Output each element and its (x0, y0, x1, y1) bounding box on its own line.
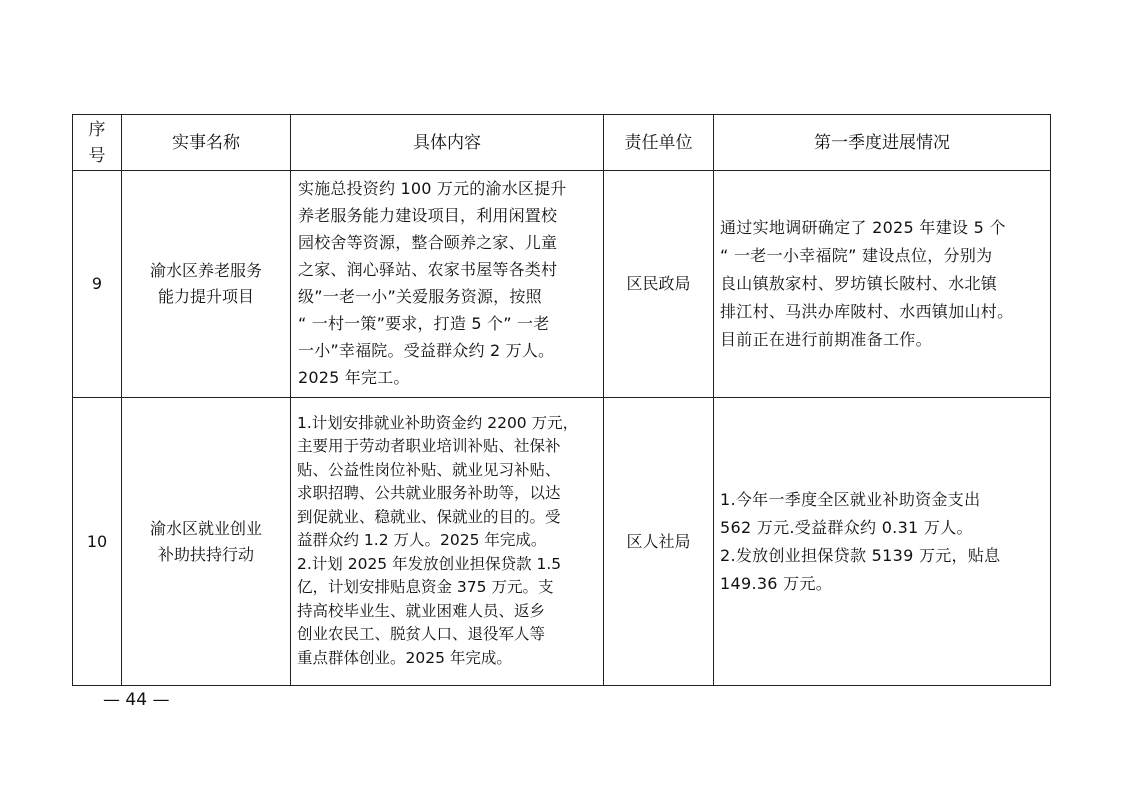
name-line: 能力提升项目 (157, 287, 254, 306)
progress-line: 目前正在进行前期准备工作。 (720, 330, 932, 349)
name-line: 渝水区就业创业 (149, 518, 262, 538)
content-line: 贴、公益性岗位补贴、就业见习补贴、 (297, 460, 561, 479)
progress-line: 1.今年一季度全区就业补助资金支出 (720, 489, 981, 509)
header-content: 具体内容 (291, 115, 604, 171)
page-number: — 44 — (103, 690, 170, 710)
row-responsible-unit: 区民政局 (604, 171, 714, 398)
content-line: 创业农民工、脱贫人口、退役军人等 (297, 625, 546, 644)
content-line: 之家、润心驿站、农家书屋等各类村 (298, 260, 558, 279)
content-line: 2025 年完工。 (298, 368, 410, 387)
progress-line: 2.发放创业担保贷款 5139 万元，贴息 (720, 545, 1001, 565)
content-line: 实施总投资约 100 万元的渝水区提升 (298, 179, 567, 198)
content-line: 重点群体创业。2025 年完成。 (297, 648, 512, 667)
content-line: 求职招聘、公共就业服务补助等，以达 (297, 484, 561, 503)
progress-line: 通过实地调研确定了 2025 年建设 5 个 (720, 218, 1006, 237)
content-line: 一小”幸福院。受益群众约 2 万人。 (298, 341, 555, 360)
progress-line: 排江村、马洪办库陂村、水西镇加山村。 (720, 302, 1014, 321)
progress-line: 562 万元.受益群众约 0.31 万人。 (720, 517, 973, 537)
name-line: 渝水区养老服务 (149, 261, 262, 280)
row-project-name (122, 171, 291, 398)
livelihood-projects-table (72, 114, 1051, 686)
content-line: 持高校毕业生、就业困难人员、返乡 (297, 601, 546, 620)
content-line: “ 一村一策”要求，打造 5 个” 一老 (298, 314, 550, 333)
row-seq: 10 (73, 398, 122, 686)
header-unit: 责任单位 (604, 115, 714, 171)
header-seq (73, 115, 122, 171)
content-line: 主要用于劳动者职业培训补贴、社保补 (297, 437, 561, 456)
progress-line: 良山镇敖家村、罗坊镇长陂村、水北镇 (720, 274, 998, 293)
row-progress (714, 398, 1051, 686)
content-line: 到促就业、稳就业、保就业的目的。受 (297, 507, 561, 526)
row-project-name (122, 398, 291, 686)
name-line: 补助扶持行动 (157, 544, 254, 564)
header-name: 实事名称 (122, 115, 291, 171)
row-content (291, 398, 604, 686)
content-line: 园校舍等资源，整合颐养之家、儿童 (298, 233, 558, 252)
row-progress (714, 171, 1051, 398)
header-seq-line: 号 (88, 145, 106, 166)
table-header-row (73, 115, 1051, 171)
content-line: 养老服务能力建设项目，利用闲置校 (298, 206, 558, 225)
header-seq-line: 序 (88, 119, 106, 140)
row-seq: 9 (73, 171, 122, 398)
content-line: 益群众约 1.2 万人。2025 年完成。 (297, 531, 547, 550)
content-line: 2.计划 2025 年发放创业担保贷款 1.5 (297, 554, 562, 573)
content-line: 1.计划安排就业补助资金约 2200 万元， (297, 413, 579, 432)
row-content (291, 171, 604, 398)
progress-line: 149.36 万元。 (720, 573, 833, 593)
progress-line: “ 一老一小幸福院” 建设点位，分别为 (720, 246, 993, 265)
table-row (73, 398, 1051, 686)
table-row (73, 171, 1051, 398)
row-responsible-unit: 区人社局 (604, 398, 714, 686)
content-line: 级”一老一小”关爱服务资源，按照 (298, 287, 542, 306)
header-progress: 第一季度进展情况 (714, 115, 1051, 171)
content-line: 亿，计划安排贴息资金 375 万元。支 (297, 578, 554, 597)
